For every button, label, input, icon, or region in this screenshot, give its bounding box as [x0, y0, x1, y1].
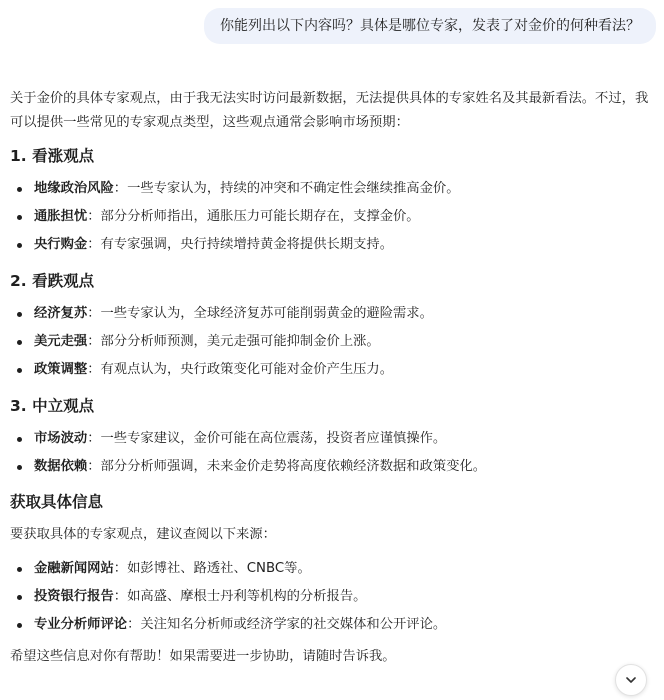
- item-text: ：如高盛、摩根士丹利等机构的分析报告。: [113, 589, 367, 604]
- bullet-dot: [17, 437, 22, 442]
- bullish-list: [10, 177, 650, 257]
- list-item: [10, 302, 650, 326]
- bullet-dot: [17, 187, 22, 192]
- assistant-answer: [10, 87, 650, 669]
- item-text: ：一些专家建议，金价可能在高位震荡，投资者应谨慎操作。: [87, 431, 447, 446]
- section-title-sources: 获取具体信息: [10, 493, 104, 511]
- item-term: 投资银行报告: [34, 589, 114, 604]
- bullet-dot: [17, 465, 22, 470]
- sources-list: [10, 557, 650, 637]
- list-item: [10, 455, 650, 479]
- answer-intro: 关于金价的具体专家观点，由于我无法实时访问最新数据，无法提供具体的专家姓名及其最新看法。不过，我可以提供一些常见的专家观点类型，这些观点通常会影响市场预期：: [10, 91, 649, 130]
- list-item: [10, 427, 650, 451]
- bullet-dot: [17, 243, 22, 248]
- user-message-text: 你能列出以下内容吗？具体是哪位专家，发表了对金价的何种看法？: [220, 18, 640, 34]
- list-item: [10, 233, 650, 257]
- chevron-down-icon: [624, 673, 638, 687]
- list-item: [10, 613, 650, 637]
- list-item: [10, 358, 650, 382]
- item-term: 美元走强: [34, 334, 88, 349]
- section-title-bearish: 2. 看跌观点: [10, 272, 95, 290]
- item-term: 地缘政治风险: [34, 181, 114, 196]
- item-text: ：一些专家认为，持续的冲突和不确定性会继续推高金价。: [113, 181, 460, 196]
- list-item: [10, 585, 650, 609]
- section-title-neutral: 3. 中立观点: [10, 397, 95, 415]
- bullet-dot: [17, 595, 22, 600]
- item-text: ：一些专家认为，全球经济复苏可能削弱黄金的避险需求。: [87, 306, 433, 321]
- bearish-list: [10, 302, 650, 382]
- bullet-dot: [17, 312, 22, 317]
- item-text: ：部分分析师强调，未来金价走势将高度依赖经济数据和政策变化。: [87, 459, 487, 474]
- bullet-dot: [17, 340, 22, 345]
- item-term: 政策调整: [34, 362, 88, 377]
- answer-closing: 希望这些信息对你有帮助！如果需要进一步协助，请随时告诉我。: [10, 649, 396, 664]
- bullet-dot: [17, 567, 22, 572]
- item-text: ：如彭博社、路透社、CNBC等。: [113, 561, 311, 576]
- bullet-dot: [17, 368, 22, 373]
- scroll-to-bottom-button[interactable]: [615, 664, 647, 696]
- list-item: [10, 205, 650, 229]
- list-item: [10, 177, 650, 201]
- item-term: 金融新闻网站: [34, 561, 114, 576]
- item-text: ：有专家强调，央行持续增持黄金将提供长期支持。: [87, 237, 394, 252]
- neutral-list: [10, 427, 650, 479]
- list-item: [10, 330, 650, 354]
- list-item: [10, 557, 650, 581]
- item-term: 央行购金: [34, 237, 88, 252]
- user-message-bubble: [204, 8, 656, 44]
- item-term: 数据依赖: [34, 459, 88, 474]
- section-title-bullish: 1. 看涨观点: [10, 147, 95, 165]
- item-term: 经济复苏: [34, 306, 88, 321]
- bullet-dot: [17, 623, 22, 628]
- item-term: 市场波动: [34, 431, 88, 446]
- bullet-dot: [17, 215, 22, 220]
- item-term: 专业分析师评论: [34, 617, 128, 632]
- item-text: ：有观点认为，央行政策变化可能对金价产生压力。: [87, 362, 394, 377]
- item-text: ：关注知名分析师或经济学家的社交媒体和公开评论。: [127, 617, 447, 632]
- item-text: ：部分分析师指出，通胀压力可能长期存在，支撑金价。: [87, 209, 420, 224]
- sources-intro: 要获取具体的专家观点，建议查阅以下来源：: [10, 527, 276, 542]
- item-term: 通胀担忧: [34, 209, 88, 224]
- item-text: ：部分分析师预测，美元走强可能抑制金价上涨。: [87, 334, 380, 349]
